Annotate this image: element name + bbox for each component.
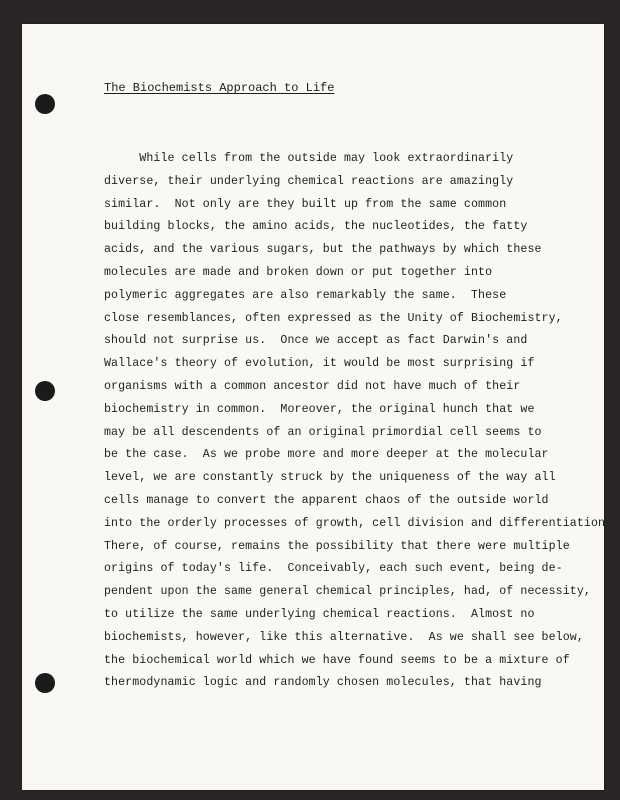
text-line: polymeric aggregates are also remarkably the same. These	[104, 288, 507, 302]
text-line: cells manage to convert the apparent chaos of the outside world	[104, 493, 549, 507]
text-line: into the orderly processes of growth, cell division and differentiation.	[104, 516, 613, 530]
text-line: biochemists, however, like this alternative. As we shall see below,	[104, 630, 584, 644]
text-line: should not surprise us. Once we accept as fact Darwin's and	[104, 334, 528, 348]
text-line: biochemistry in common. Moreover, the original hunch that we	[104, 402, 535, 416]
punch-hole-top	[35, 94, 55, 114]
text-line: pendent upon the same general chemical principles, had, of necessity,	[104, 585, 591, 599]
text-line: thermodynamic logic and randomly chosen molecules, that having	[104, 676, 542, 690]
text-line: organisms with a common ancestor did not have much of their	[104, 379, 521, 393]
punch-hole-middle	[35, 381, 55, 401]
text-line: acids, and the various sugars, but the pathways by which these	[104, 243, 542, 257]
text-line: molecules are made and broken down or put together into	[104, 265, 493, 279]
text-line: Wallace's theory of evolution, it would be most surprising if	[104, 357, 535, 371]
text-line: diverse, their underlying chemical reactions are amazingly	[104, 174, 514, 188]
punch-hole-bottom	[35, 673, 55, 693]
text-line: close resemblances, often expressed as the Unity of Biochemistry,	[104, 311, 563, 325]
typewritten-page	[22, 24, 613, 790]
text-line: level, we are constantly struck by the uniqueness of the way all	[104, 471, 556, 485]
text-line: similar. Not only are they built up from the same common	[104, 197, 507, 211]
text-line: may be all descendents of an original primordial cell seems to	[104, 425, 542, 439]
text-line: the biochemical world which we have found seems to be a mixture of	[104, 653, 570, 667]
text-line: to utilize the same underlying chemical reactions. Almost no	[104, 607, 535, 621]
text-line: building blocks, the amino acids, the nucleotides, the fatty	[104, 220, 528, 234]
text-line: There, of course, remains the possibility that there were multiple	[104, 539, 570, 553]
body-paragraph	[104, 148, 612, 695]
text-line: origins of today's life. Conceivably, each such event, being de-	[104, 562, 563, 576]
text-line: be the case. As we probe more and more deeper at the molecular	[104, 448, 549, 462]
text-line: While cells from the outside may look extraordinarily	[104, 152, 514, 165]
page-title: The Biochemists Approach to Life	[104, 81, 335, 95]
